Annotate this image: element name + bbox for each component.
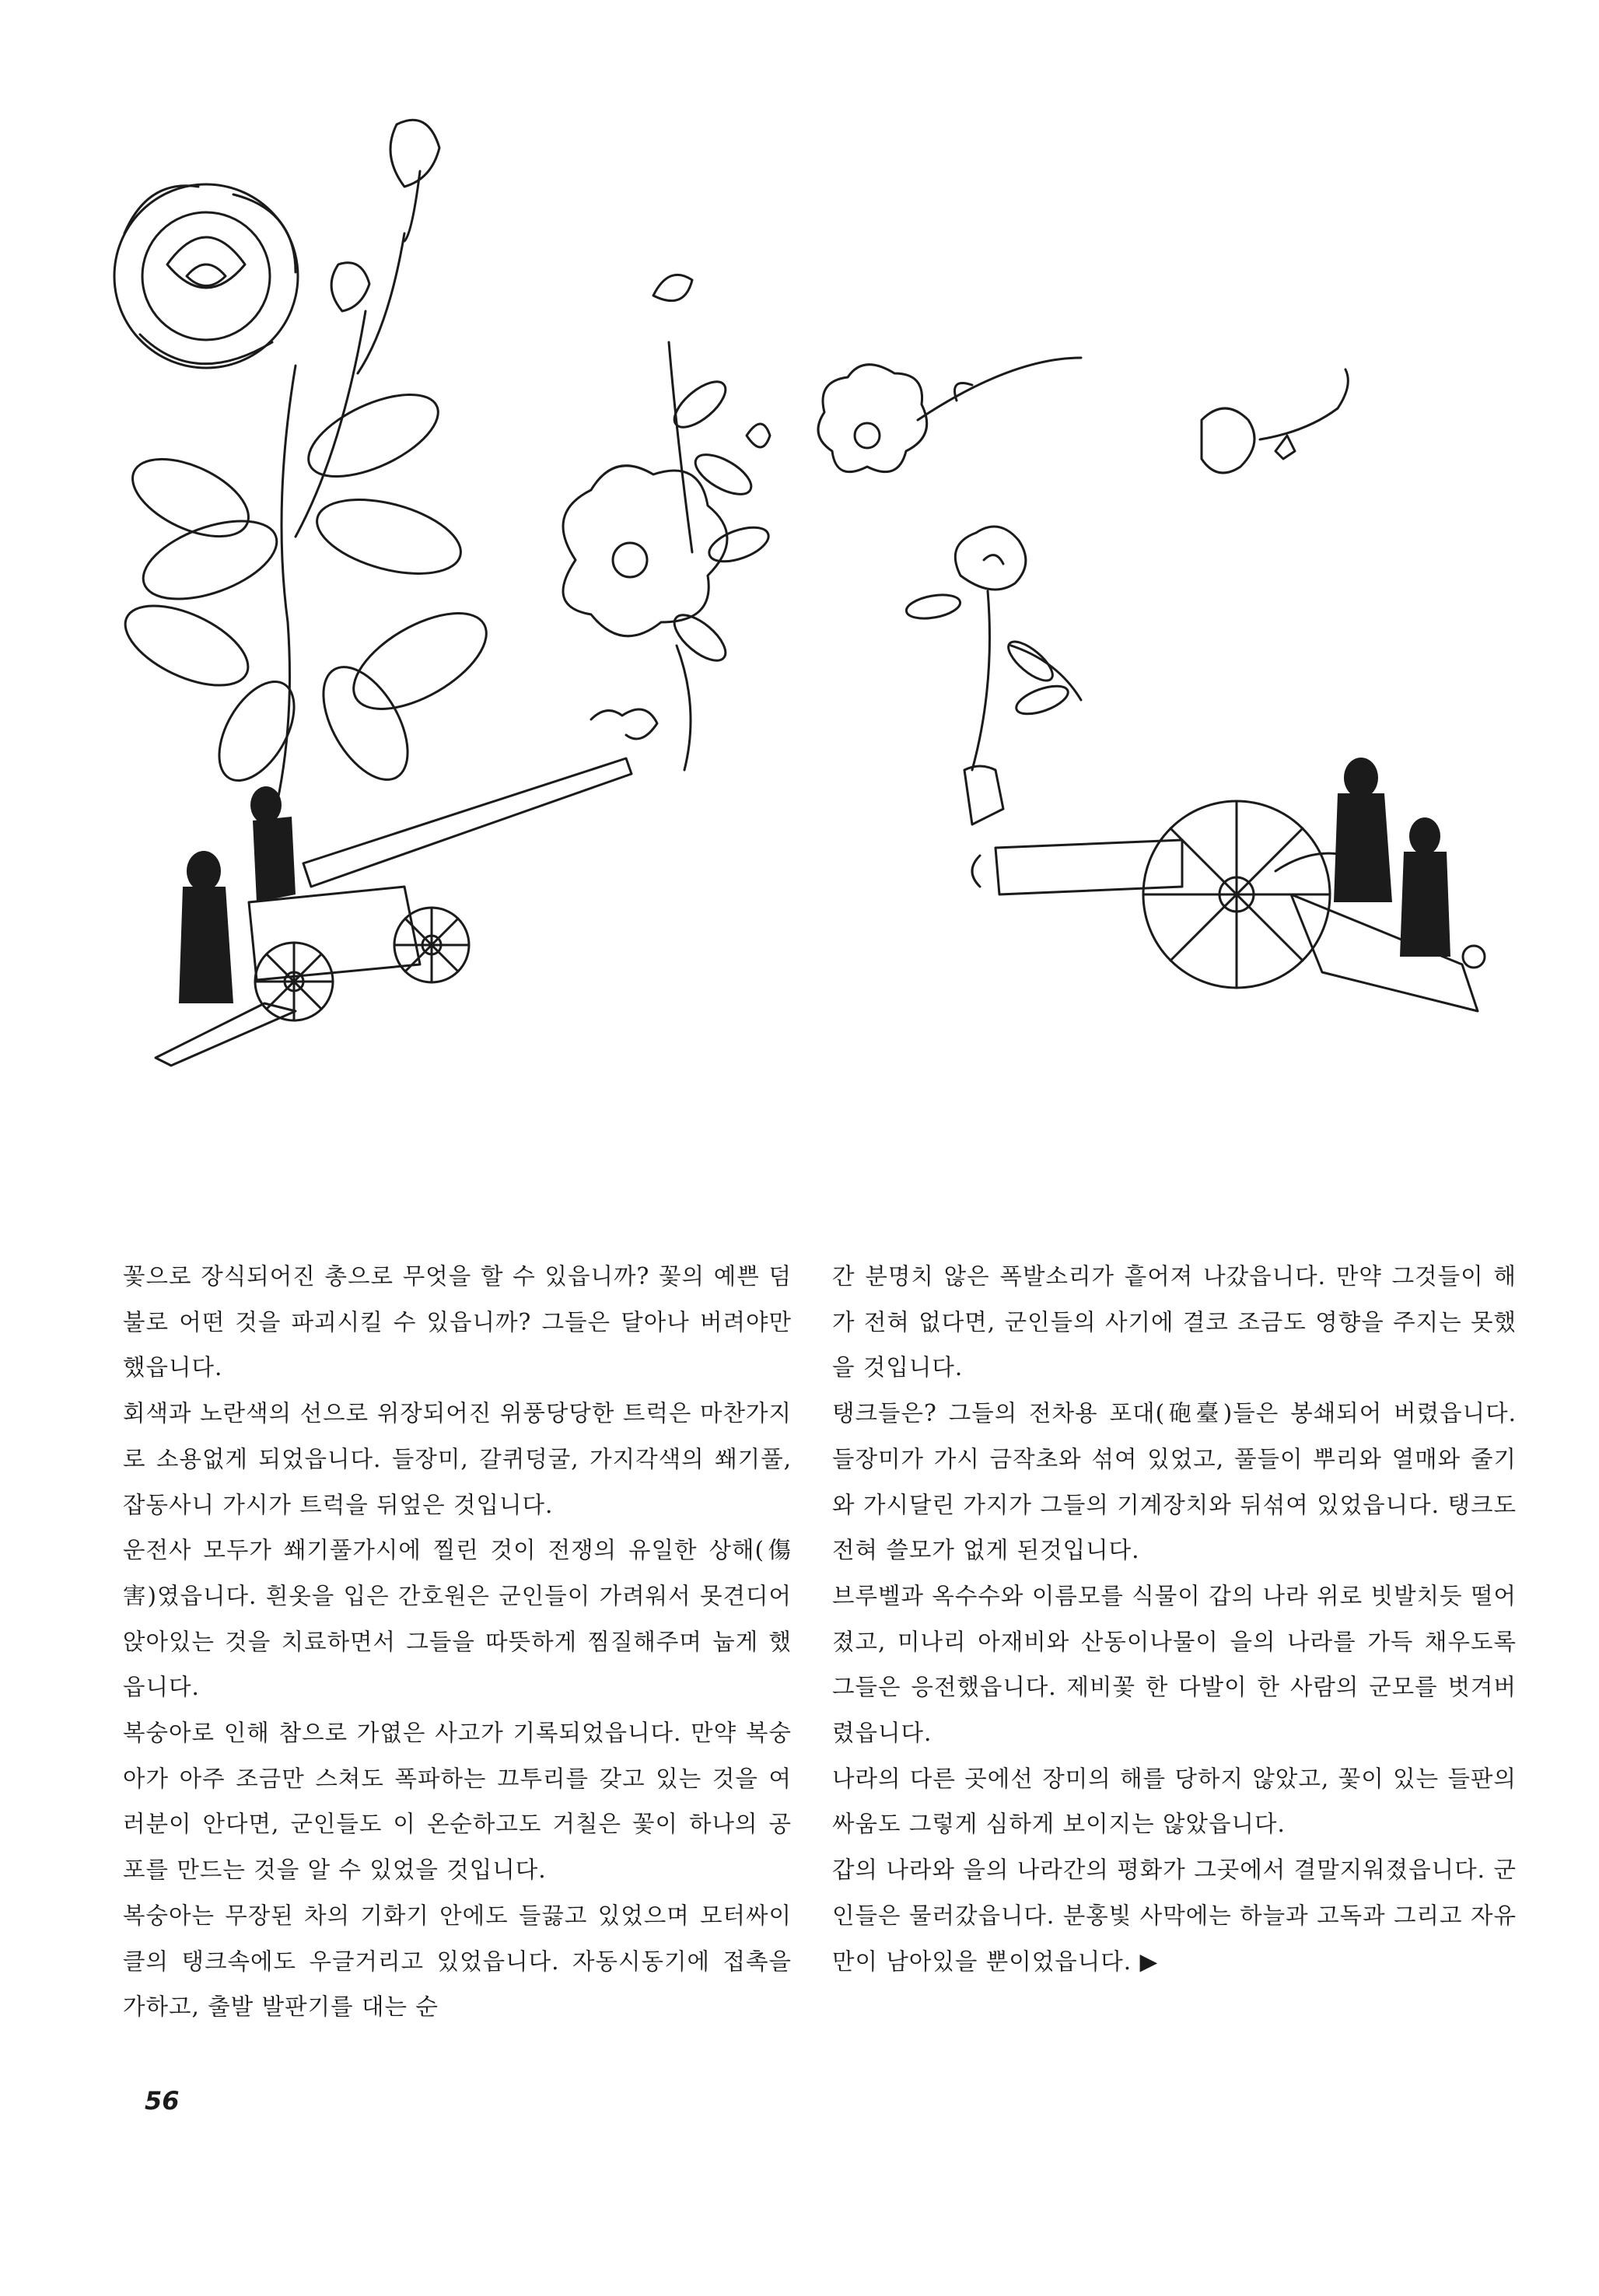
paragraph: 복숭아는 무장된 차의 기화기 안에도 들끓고 있었으며 모터싸이클의 탱크속에도 우글거리고 있었읍니다. 자동시동기에 접촉을 가하고, 출발 발판기를 대는 순 [123, 1902, 792, 2021]
paragraph: 탱크들은? 그들의 전차용 포대(砲臺)들은 봉쇄되어 버렸읍니다. 들장미가 가시 금작초와 섞여 있었고, 풀들이 뿌리와 열매와 줄기와 가시달린 가지가 그들의 기계장치와 뒤섞여 있었읍니다. 탱크도 전혀 쓸모가 없게 된것입니다. [832, 1400, 1517, 1564]
right-soldiers [1334, 758, 1450, 957]
held-rose [904, 527, 1081, 770]
left-soldiers [179, 786, 296, 1003]
text-column-left [123, 1254, 792, 2030]
wild-rose-flower [563, 275, 773, 770]
paragraph: 복숭아로 인해 참으로 가엾은 사고가 기록되었읍니다. 만약 복숭아가 아주 조금만 스쳐도 폭파하는 끄투리를 갖고 있는 것을 여러분이 안다면, 군인들도 이 온순하고도 거칠은 꽃이 하나의 공포를 만드는 것을 알 수 있었을 것입니다. [123, 1720, 792, 1884]
illustration [0, 0, 1599, 1136]
paragraph: 브루벨과 옥수수와 이름모를 식물이 갑의 나라 위로 빗발치듯 떨어졌고, 미나리 아재비와 산동이나물이 을의 나라를 가득 채우도록 그들은 응전했읍니다. 제비꽃 한 다발이 한 사람의 군모를 벗겨버렸읍니다. [832, 1582, 1517, 1747]
rose-stem-left [114, 120, 502, 824]
text-column-right [832, 1254, 1517, 1984]
paragraph: 간 분명치 않은 폭발소리가 흩어져 나갔읍니다. 만약 그것들이 해가 전혀 없다면, 군인들의 사기에 결코 조금도 영향을 주지는 못했을 것입니다. [832, 1263, 1517, 1381]
paragraph: 나라의 다른 곳에선 장미의 해를 당하지 않았고, 꽃이 있는 들판의 싸움도 그렇게 심하게 보이지는 않았읍니다. [832, 1765, 1517, 1838]
page-number: 56 [145, 2086, 180, 2116]
flying-flower-middle [818, 358, 1081, 472]
paragraph: 갑의 나라와 을의 나라간의 평화가 그곳에서 결말지워졌읍니다. 군인들은 물러갔읍니다. 분홍빛 사막에는 하늘과 고독과 그리고 자유만이 남아있을 뿐이었읍니다. ▶ [832, 1857, 1517, 1975]
paragraph: 회색과 노란색의 선으로 위장되어진 위풍당당한 트럭은 마찬가지로 소용없게 되었읍니다. 들장미, 갈퀴덩굴, 가지각색의 쐐기풀, 잡동사니 가시가 트럭을 뒤엎은 것입니다. [123, 1400, 792, 1518]
paragraph: 꽃으로 장식되어진 총으로 무엇을 할 수 있읍니까? 꽃의 예쁜 덤불로 어떤 것을 파괴시킬 수 있읍니까? 그들은 달아나 버려야만 했읍니다. [123, 1263, 792, 1381]
cannon-flower-drawing [0, 0, 1599, 1136]
rose-flower-left [114, 184, 298, 368]
paragraph: 운전사 모두가 쐐기풀가시에 찔린 것이 전쟁의 유일한 상해(傷害)였읍니다. 흰옷을 입은 간호원은 군인들이 가려워서 못견디어 앉아있는 것을 치료하면서 그들을 따뜻하게 찜질해주며 눕게 했읍니다. [123, 1537, 792, 1701]
flying-flower-top-right [1202, 369, 1348, 473]
